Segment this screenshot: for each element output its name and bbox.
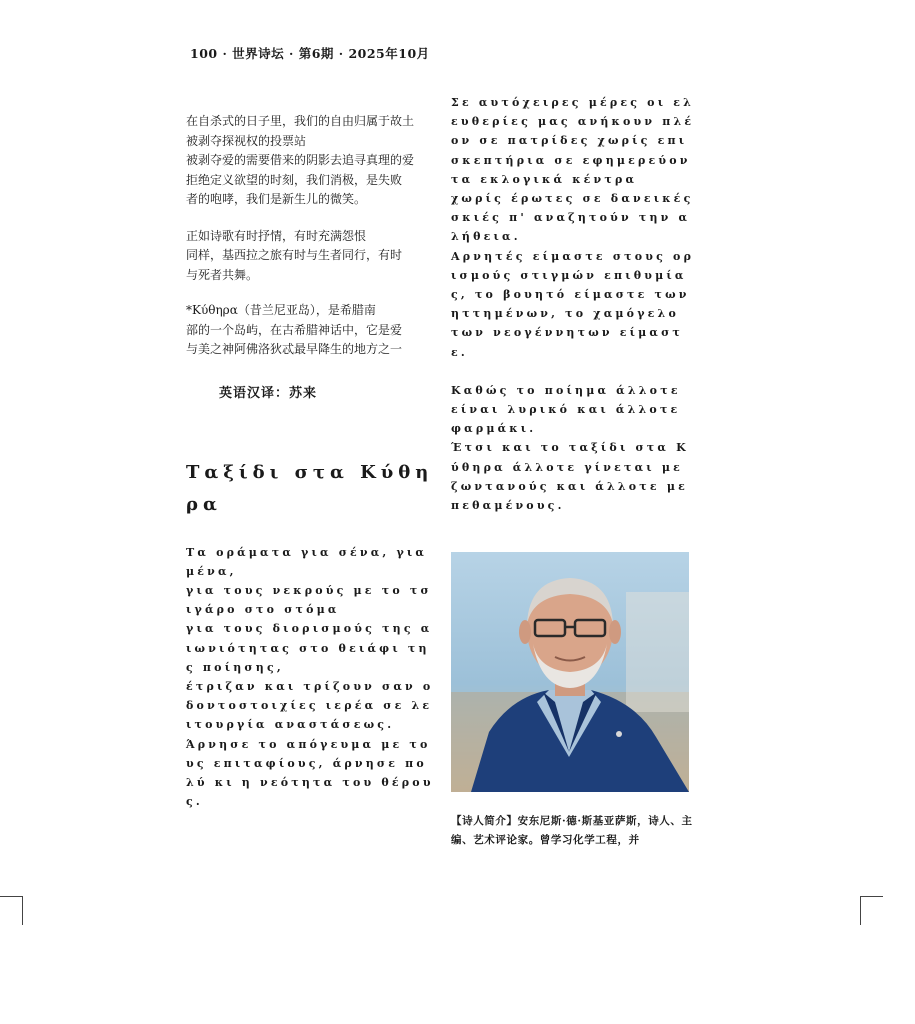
left-column xyxy=(186,112,436,811)
greek-stanza-right-2 xyxy=(451,381,696,515)
text-line: 与死者共舞。 xyxy=(186,267,259,282)
verse-line: Άρνησε το απόγευμα με τους επιταφίους, άρνησε πολύ κι η νεότητα του θέρους. xyxy=(186,737,434,809)
text-line: 同样，基西拉之旅有时与生者同行，有时 xyxy=(186,248,403,262)
translator-credit: 英语汉译：苏来 xyxy=(219,385,318,401)
verse-line: Έτσι και το ταξίδι στα Κύθηρα άλλοτε γίνεται με ζωντανούς και άλλοτε με πεθαμένους. xyxy=(451,441,689,513)
text-line: 拒绝定义欲望的时刻，我们消极，是失败 xyxy=(186,172,403,187)
crop-mark xyxy=(860,896,883,925)
verse-line: Τα οράματα για σένα, για μένα, xyxy=(186,545,428,578)
text-line: 部的一个岛屿，在古希腊神话中，它是爱 xyxy=(186,322,403,337)
verse-line: έτριζαν και τρίζουν σαν οδοντοστοιχίες ιερέα σε λειτουργία αναστάσεως. xyxy=(186,679,434,732)
text-line: 正如诗歌有时抒情，有时充满怨恨 xyxy=(186,228,367,243)
verse-line: Σε αυτόχειρες μέρες οι ελευθερίες μας ανήκουν πλέον σε πατρίδες χωρίς επισκεπτήρια σε εφημερεύοντα εκλογικά κέντρα xyxy=(451,96,695,186)
greek-stanza-left xyxy=(186,543,436,812)
verse-line: Αρνητές είμαστε στους ορισμούς στιγμών επιθυμίας, το βουητό είμαστε των ηττημένων, το χαμόγελο των νεογέννητων είμαστε. xyxy=(451,249,695,359)
text-line: *Κύθηρα（昔兰尼亚岛），是希腊南 xyxy=(186,303,376,317)
poet-photo xyxy=(451,552,689,792)
verse-line: χωρίς έρωτες σε δανεικές σκιές π' αναζητούν την αλήθεια. xyxy=(451,192,694,244)
greek-stanza-right-1 xyxy=(451,93,696,362)
right-column xyxy=(451,93,696,515)
text-line: 被剥夺爱的需要借来的阴影去追寻真理的爱 xyxy=(186,153,415,167)
verse-line: για τους νεκρούς με το τσιγάρο στο στόμα xyxy=(186,583,432,617)
crop-mark xyxy=(0,896,23,925)
chinese-paragraph-2 xyxy=(186,227,436,286)
text-line: 在自杀式的日子里，我们的自由归属于故土 xyxy=(186,114,415,128)
poet-bio-caption: 【诗人简介】安东尼斯·德·斯基亚萨斯，诗人、主编、艺术评论家。曾学习化学工程，并 xyxy=(451,815,693,846)
running-header: 100 · 世界诗坛 · 第6期 · 2025年10月 xyxy=(190,46,430,61)
verse-line: Καθώς το ποίημα άλλοτε είναι λυρικό και άλλοτε φαρμάκι. xyxy=(451,383,681,436)
portrait-image xyxy=(451,552,689,792)
text-line: 与美之神阿佛洛狄忒最早降生的地方之一 xyxy=(186,342,403,356)
chinese-paragraph-1 xyxy=(186,112,436,210)
text-line: 被剥夺探视权的投票站 xyxy=(186,133,307,148)
text-line: 者的咆哮，我们是新生儿的微笑。 xyxy=(186,192,367,206)
verse-line: για τους διορισμούς της αιωνιότητας στο θειάφι της ποίησης, xyxy=(186,622,433,674)
greek-poem-title: Ταξίδι στα Κύθηρα xyxy=(186,461,434,515)
footnote xyxy=(186,301,436,360)
